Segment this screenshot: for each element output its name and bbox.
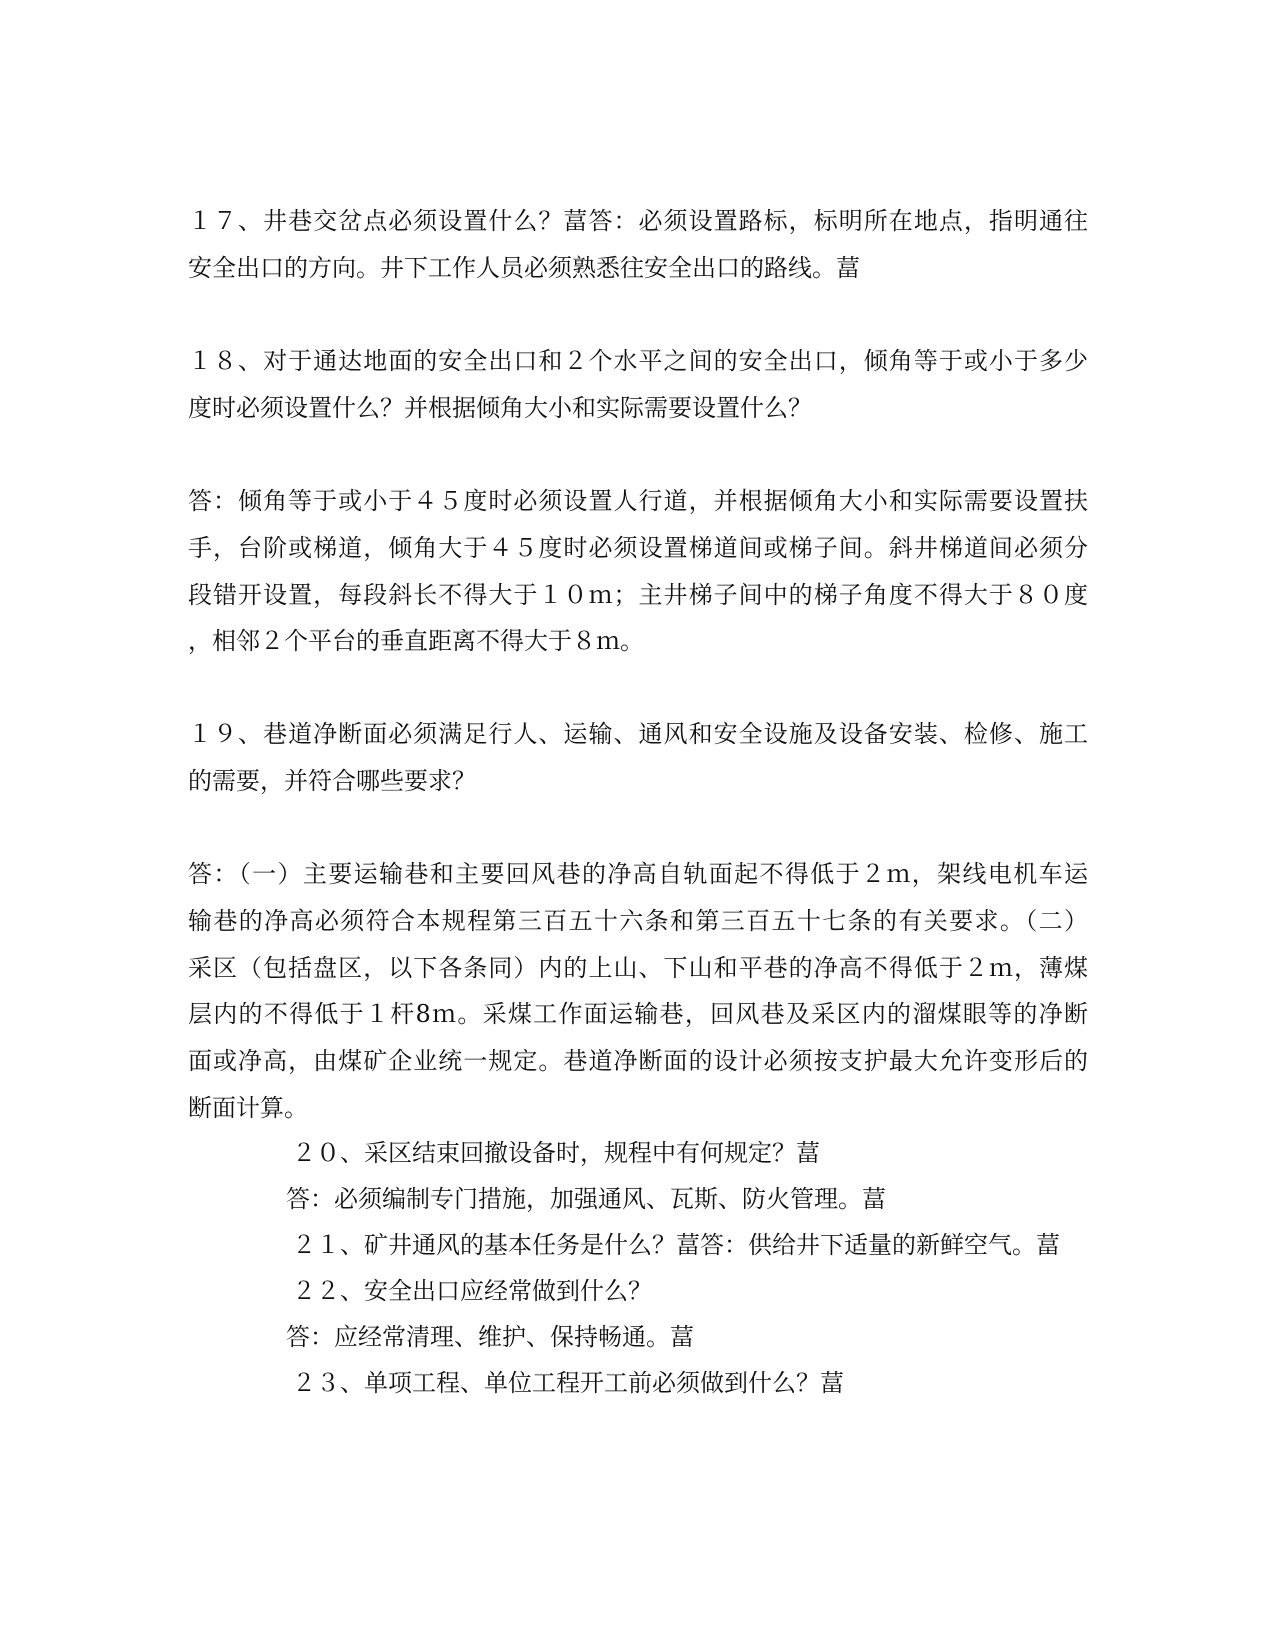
text-line: 答：（一）主要运输巷和主要回风巷的净高自轨面起不得低于２ｍ，架线电机车运 [188,860,1088,888]
text-line: 输巷的净高必须符合本规程第三百五十六条和第三百五十七条的有关要求。（二） [188,907,1088,935]
text-line: 层内的不得低于１杆8ｍ。采煤工作面运输巷，回风巷及采区内的溜煤眼等的净断 [188,1000,1088,1028]
text-line: 面或净高，由煤矿企业统一规定。巷道净断面的设计必须按支护最大允许变形后的 [188,1047,1088,1075]
text-line: １７、井巷交岔点必须设置什么？葍答：必须设置路标，标明所在地点，指明通往 [188,207,1088,235]
text-line: 采区（包括盘区，以下各条同）内的上山、下山和平巷的净高不得低于２ｍ，薄煤 [188,954,1088,982]
text-line: 安全出口的方向。井下工作人员必须熟悉往安全出口的路线。葍 [188,254,860,282]
text-line: 段错开设置，每段斜长不得大于１０ｍ；主井梯子间中的梯子角度不得大于８０度 [188,581,1088,609]
question-22: ２２、安全出口应经常做到什么？ [292,1277,652,1305]
answer-22: 答：应经常清理、维护、保持畅通。葍 [286,1323,694,1351]
text-line: ，相邻２个平台的垂直距离不得大于８ｍ。 [188,627,644,655]
text-line: 度时必须设置什么？并根据倾角大小和实际需要设置什么？ [188,394,812,422]
text-line: １８、对于通达地面的安全出口和２个水平之间的安全出口，倾角等于或小于多少 [188,347,1088,375]
question-21: ２１、矿井通风的基本任务是什么？葍答：供给井下适量的新鲜空气。葍 [292,1231,1060,1259]
question-23: ２３、单项工程、单位工程开工前必须做到什么？葍 [292,1369,844,1397]
answer-20: 答：必须编制专门措施，加强通风、瓦斯、防火管理。葍 [286,1185,886,1213]
text-line: 断面计算。 [188,1094,308,1122]
text-line: 答：倾角等于或小于４５度时必须设置人行道，并根据倾角大小和实际需要设置扶 [188,487,1088,515]
text-line: 的需要，并符合哪些要求？ [188,767,476,795]
question-20: ２０、采区结束回撤设备时，规程中有何规定？葍 [292,1139,820,1167]
text-line: １９、巷道净断面必须满足行人、运输、通风和安全设施及设备安装、检修、施工 [188,720,1088,748]
text-line: 手，台阶或梯道，倾角大于４５度时必须设置梯道间或梯子间。斜井梯道间必须分 [188,534,1088,562]
